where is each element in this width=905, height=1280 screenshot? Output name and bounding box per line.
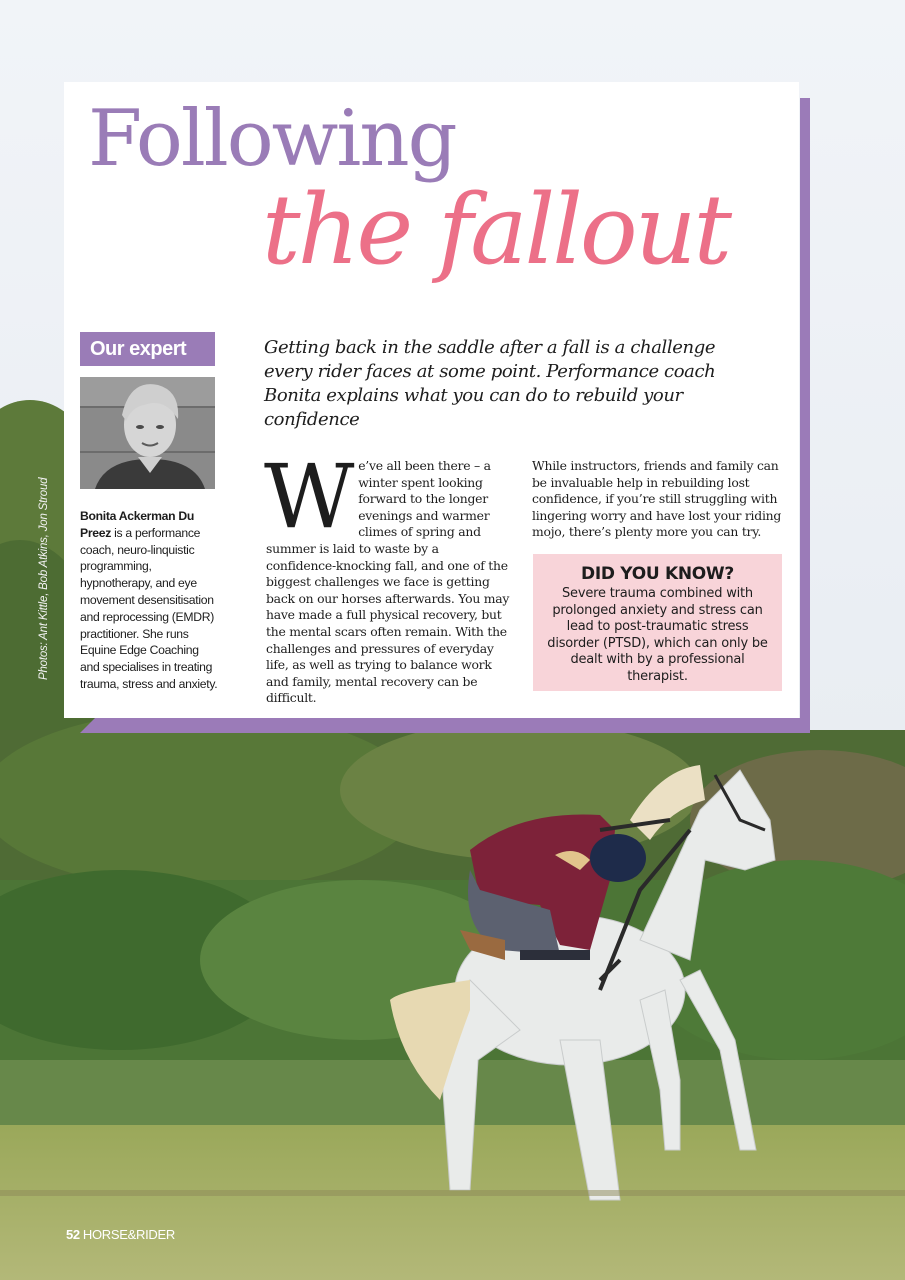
did-you-know-text: Severe trauma combined with prolonged anxiety and stress can lead to post-traumatic stress disorder (PTSD), which can only be dealt with by a professional therapist. (547, 586, 768, 684)
did-you-know-title: DID YOU KNOW? (581, 564, 734, 584)
drop-cap: W (264, 445, 355, 548)
headline-line-1: Following (88, 94, 456, 184)
expert-portrait-image (80, 377, 215, 489)
our-expert-badge: Our expert (80, 332, 215, 366)
photo-credit: Photos: Ant Kittle, Bob Atkins, Jon Stroud (38, 477, 50, 680)
expert-bio-text: is a performance coach, neuro-linquistic programming, hypnotherapy, and eye movement desensitisation and reprocessing (EMDR) practitioner. She runs Equine Edge Coaching and specialises in treating trauma, stress and anxiety. (80, 525, 218, 691)
body-column-1-text: e’ve all been there – a winter spent looking forward to the longer evenings and warmer climes of spring and summer is laid to waste by a confidence-knocking fall, and one of the biggest challenges we face is getting back on our horses afterwards. You may have made a full physical recovery, but the mental scars often remain. With the challenges and pressures of everyday life, as well as trying to balance work and family, mental recovery can be difficult. (266, 458, 510, 706)
body-column-2: While instructors, friends and family can be invaluable help in rebuilding lost confidence, if you’re still struggling with lingering worry and have lost your riding mojo, there’s plenty more you can try. (532, 458, 782, 540)
page-number: 52 (66, 1227, 80, 1242)
expert-bio (80, 508, 220, 693)
headline-line-2: the fallout (262, 174, 730, 286)
did-you-know-box (533, 554, 782, 691)
article-card (64, 82, 799, 718)
body-column-1 (264, 445, 512, 707)
page-footer (66, 1227, 175, 1242)
magazine-name: HORSE&RIDER (82, 1227, 175, 1242)
expert-photo (80, 377, 215, 489)
standfirst: Getting back in the saddle after a fall is a challenge every rider faces at some point. Performance coach Bonita explains what you can do to rebuild your confidence (264, 337, 716, 430)
expert-name: Bonita Ackerman Du Preez (80, 509, 195, 540)
